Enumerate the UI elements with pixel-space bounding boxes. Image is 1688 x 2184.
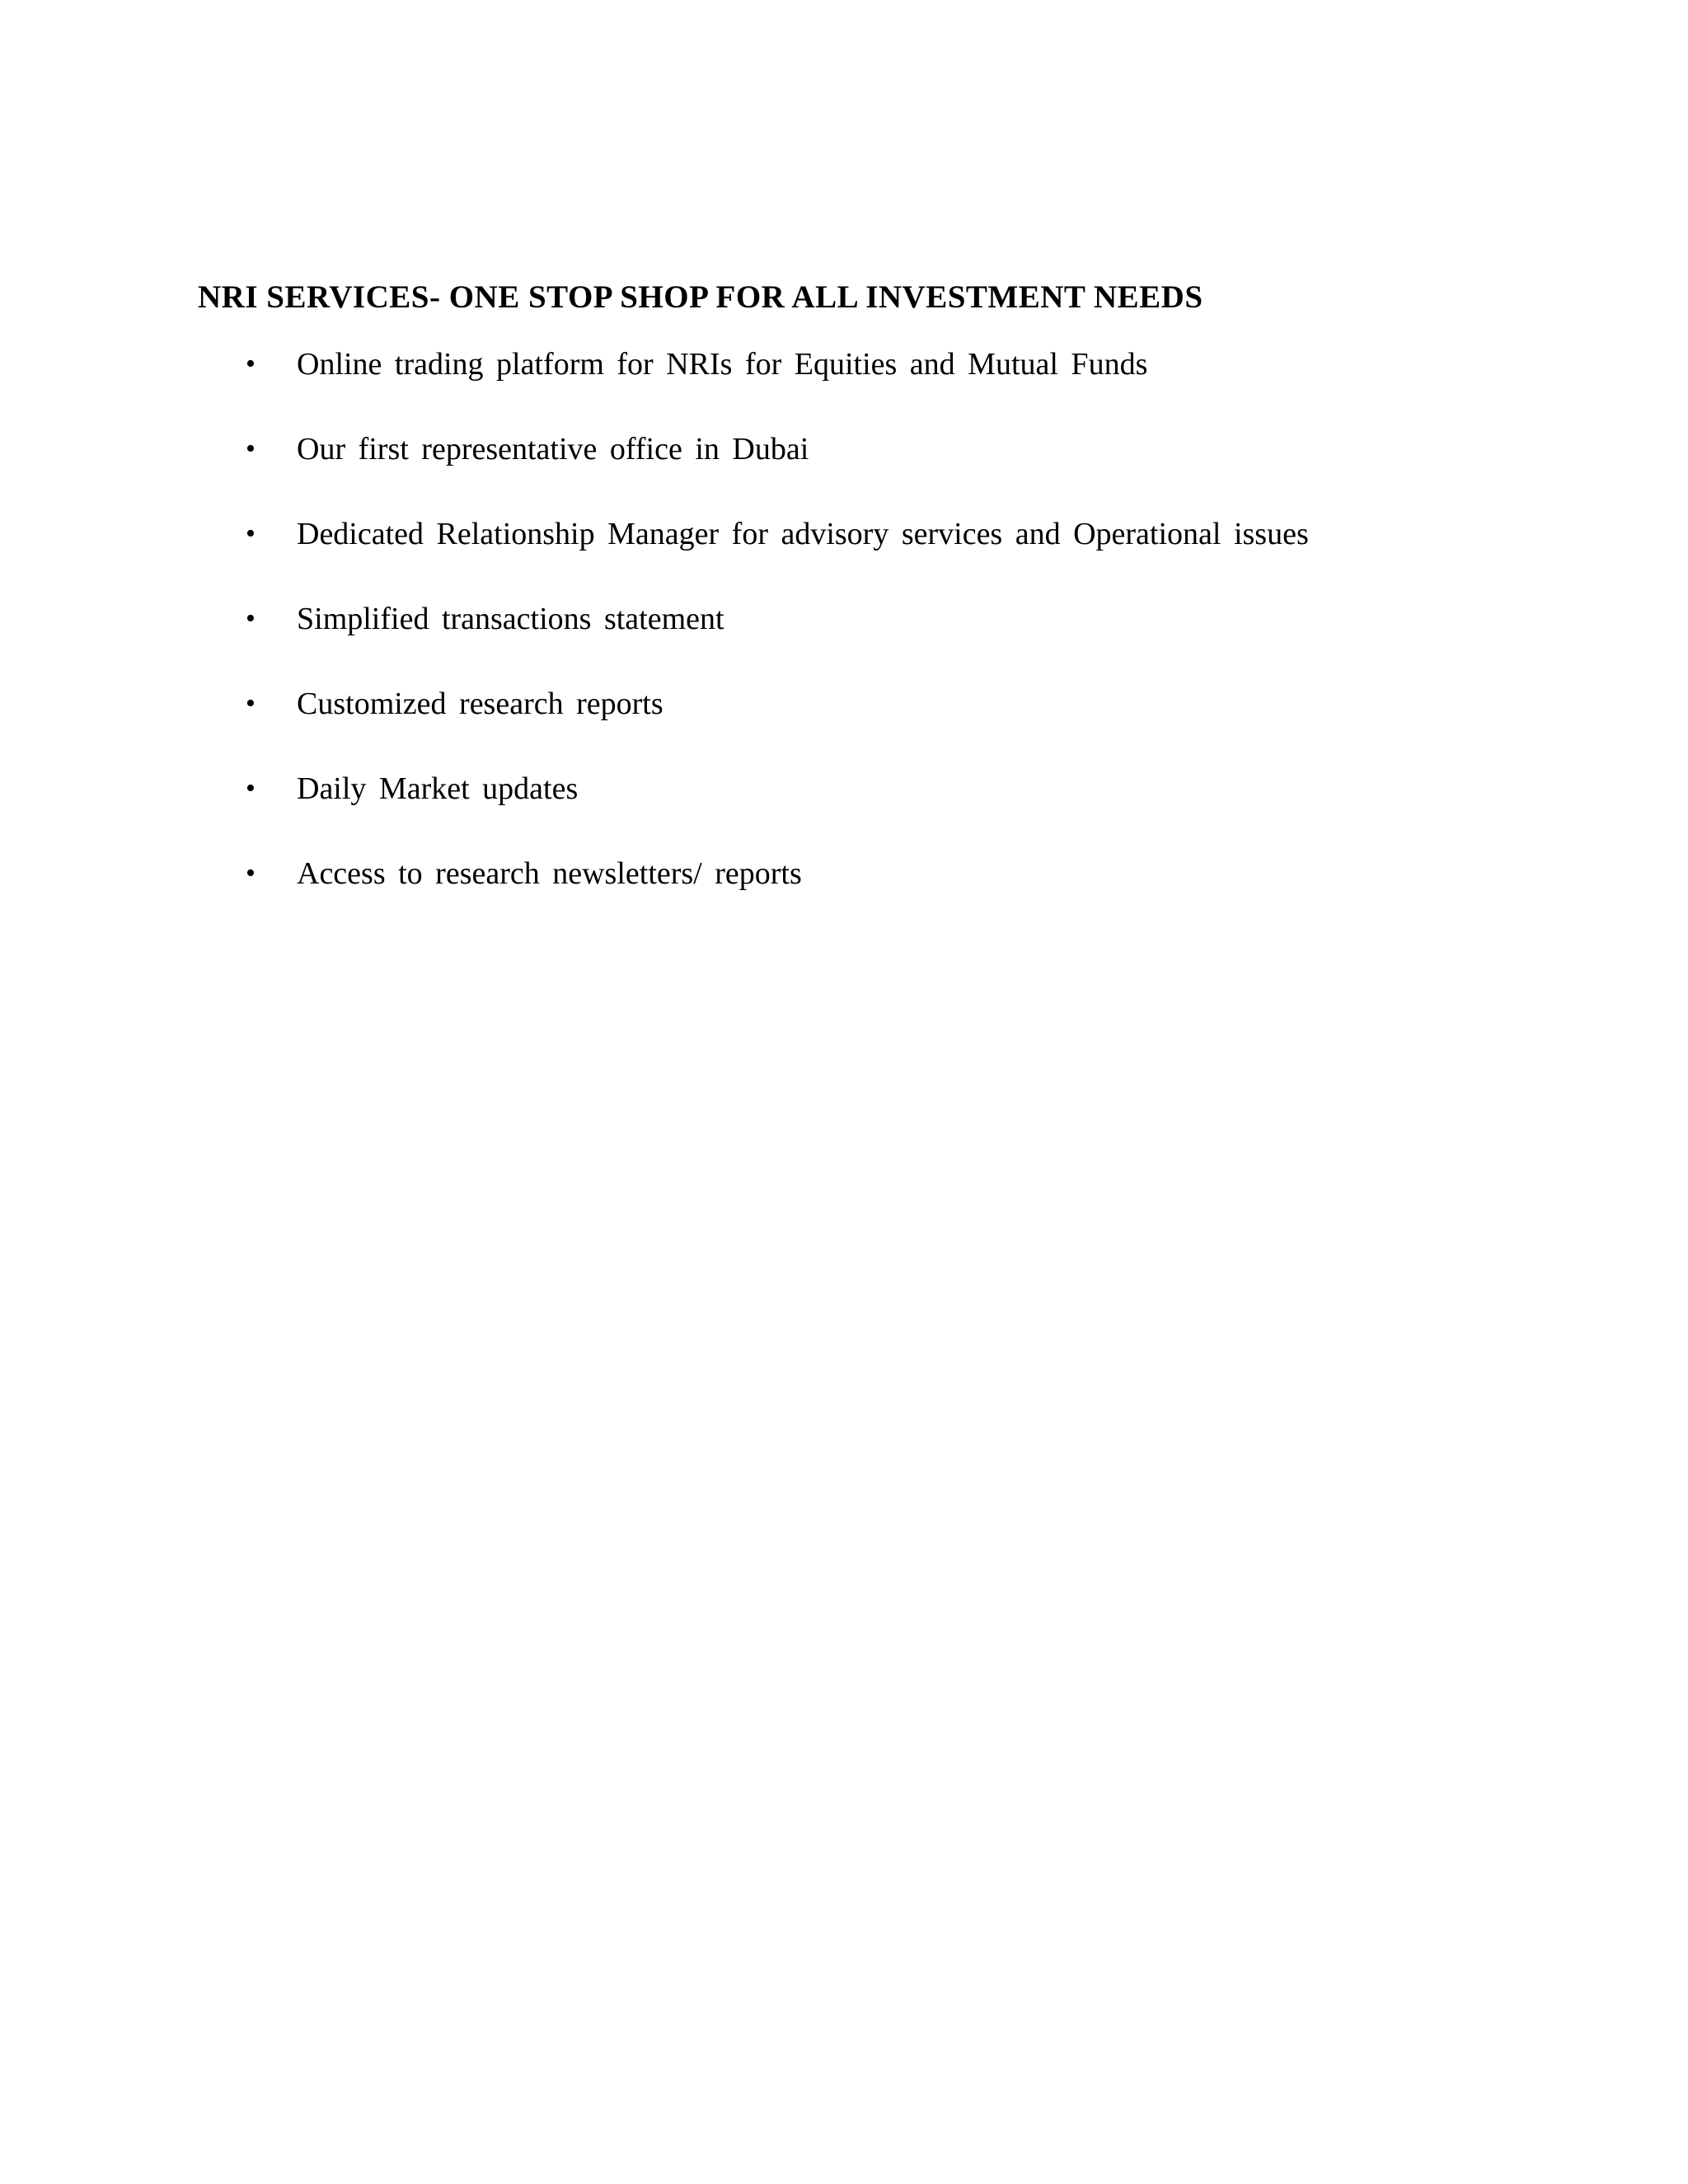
page-title: NRI SERVICES- ONE STOP SHOP FOR ALL INVESTMENT NEEDS (198, 279, 1203, 315)
list-item-text: Our first representative office in Dubai (297, 432, 809, 466)
bullet-icon: • (246, 349, 256, 379)
list-item-text: Online trading platform for NRIs for Equities and Mutual Funds (297, 347, 1148, 382)
bullet-icon: • (246, 858, 256, 888)
bullet-icon: • (246, 518, 256, 549)
list-item-text: Access to research newsletters/ reports (297, 856, 802, 891)
list-item-text: Customized research reports (297, 687, 663, 721)
bullet-icon: • (246, 434, 256, 464)
bullet-icon: • (246, 773, 256, 804)
list-item-text: Simplified transactions statement (297, 602, 724, 636)
bullet-icon: • (246, 603, 256, 634)
list-item-text: Dedicated Relationship Manager for advisory services and Operational issues (297, 517, 1309, 551)
list-item-text: Daily Market updates (297, 771, 579, 806)
bullet-icon: • (246, 688, 256, 719)
